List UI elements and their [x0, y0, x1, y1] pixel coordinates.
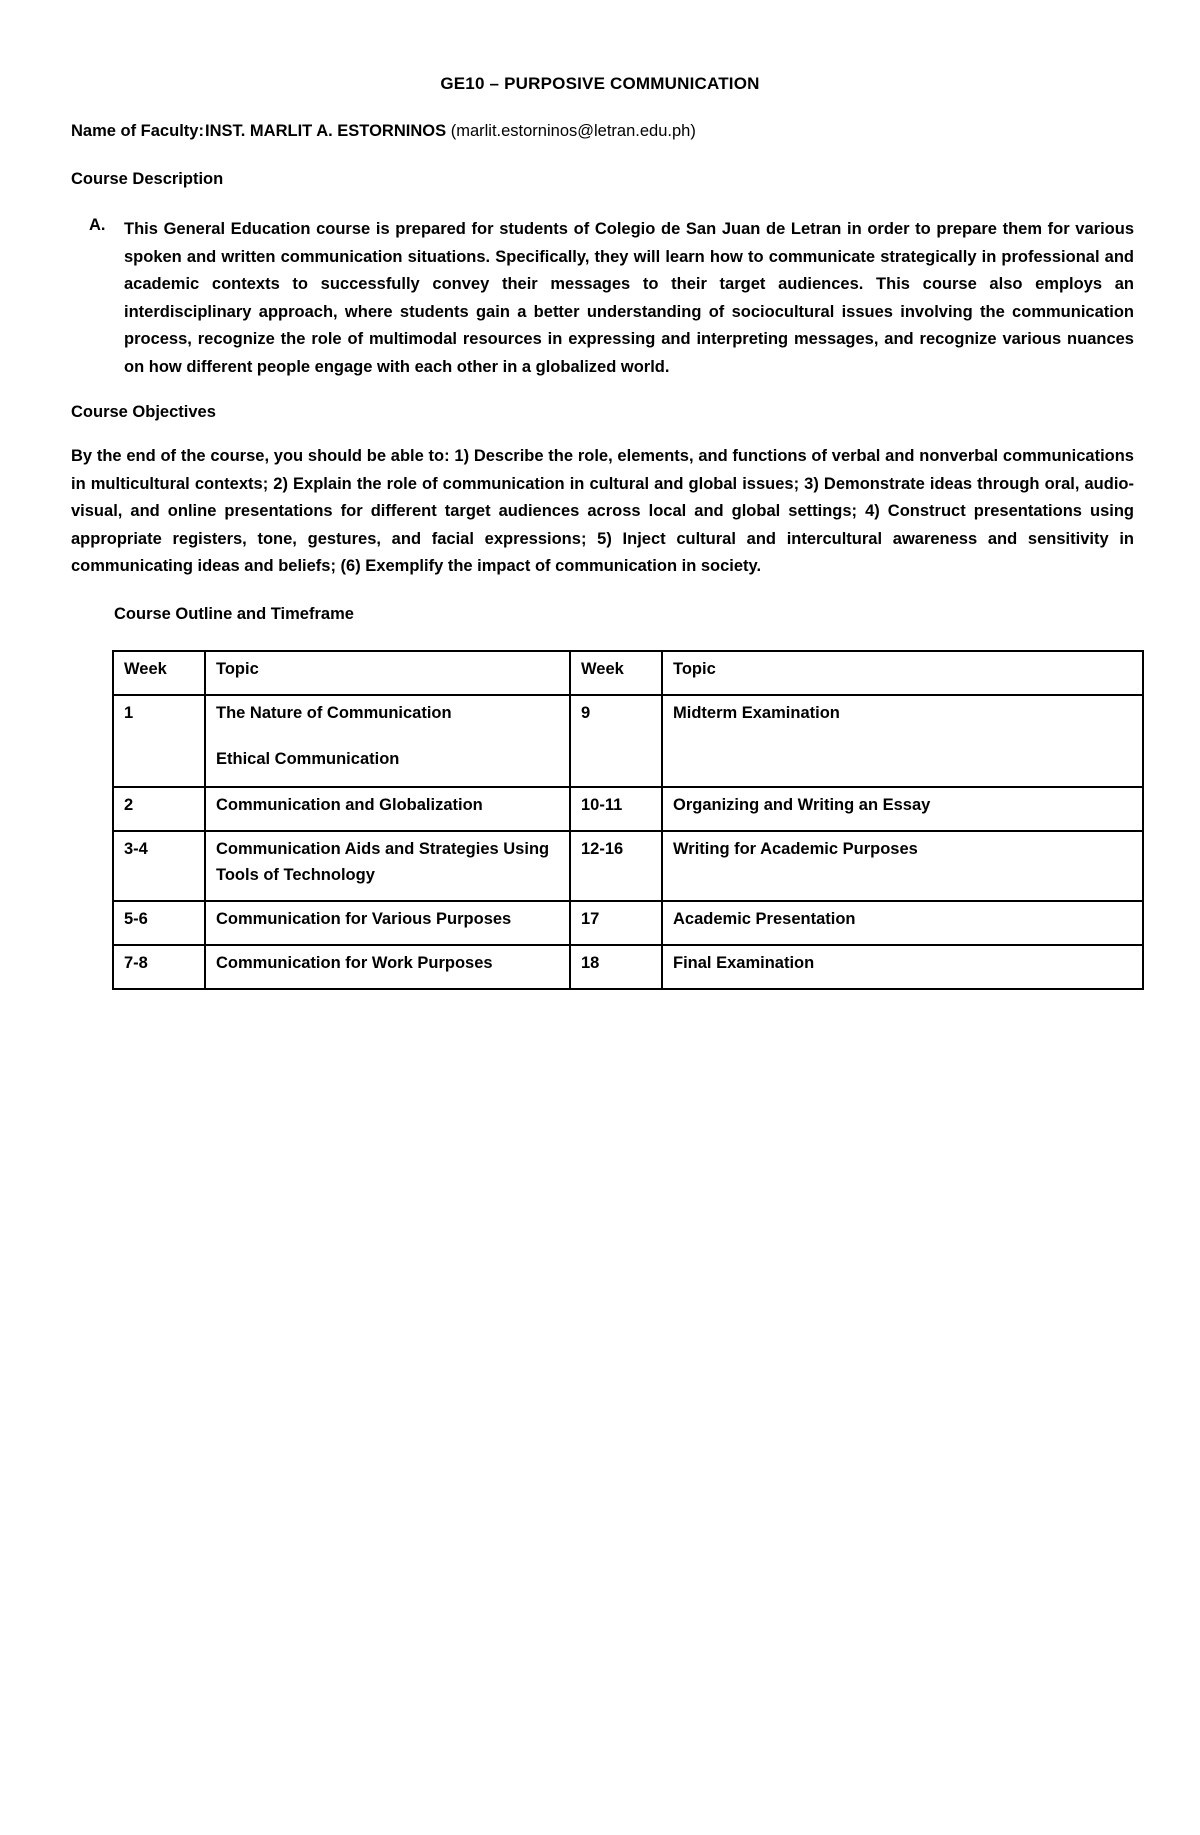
faculty-label: Name of Faculty: — [71, 122, 204, 140]
topic-cell: Communication Aids and Strategies Using Tools of Technology — [205, 831, 570, 901]
faculty-email: (marlit.estorninos@letran.edu.ph) — [450, 122, 696, 140]
course-objectives-text: By the end of the course, you should be able to: 1) Describe the role, elements, and functions of verbal and nonverbal communications in multicultural contexts; 2) Explain the role of communication in cultural and global issues; 3) Demonstrate ideas through oral, audio-visual, and online presentations for different target audiences across local and global settings; 4) Construct presentations using appropriate registers, tone, gestures, and facial expressions; 5) Inject cultural and intercultural awareness and sensitivity in communicating ideas and beliefs; (6) Exemplify the impact of communication in society. — [71, 447, 1134, 575]
week-cell: 12-16 — [570, 831, 662, 901]
course-description-text: This General Education course is prepared for students of Colegio de San Juan de Letran in order to prepare them for various spoken and written communication situations. Specifically, they will learn how to communicate strategically in professional and academic contexts to successfully convey their messages to their target audiences. This course also employs an interdisciplinary approach, where students gain a better understanding of sociocultural issues involving the communication process, recognize the role of multimodal resources in expressing and interpreting messages, and recognize various nuances on how different people engage with each other in a globalized world. — [124, 220, 1134, 376]
week-cell: 7-8 — [113, 945, 205, 989]
faculty-line — [71, 122, 696, 141]
table-row — [113, 901, 1143, 945]
week-cell: 18 — [570, 945, 662, 989]
week-cell: 10-11 — [570, 787, 662, 831]
table-row — [113, 831, 1143, 901]
header-week-left: Week — [113, 651, 205, 695]
topic-cell: Writing for Academic Purposes — [662, 831, 1143, 901]
topic-cell: Midterm Examination — [662, 695, 1143, 787]
table-row — [113, 945, 1143, 989]
topic-cell: Communication for Various Purposes — [205, 901, 570, 945]
topic-cell: Final Examination — [662, 945, 1143, 989]
table-header-row — [113, 651, 1143, 695]
table-row — [113, 695, 1143, 787]
week-cell: 17 — [570, 901, 662, 945]
week-cell: 3-4 — [113, 831, 205, 901]
course-outline-heading: Course Outline and Timeframe — [114, 605, 354, 623]
table-row — [113, 787, 1143, 831]
topic-cell — [205, 695, 570, 787]
topic-cell: Communication for Work Purposes — [205, 945, 570, 989]
course-objectives-heading: Course Objectives — [71, 403, 216, 421]
faculty-name: INST. MARLIT A. ESTORNINOS — [205, 122, 447, 140]
list-marker: A. — [89, 216, 106, 234]
course-outline-table — [112, 650, 1144, 990]
header-topic-left: Topic — [205, 651, 570, 695]
course-description-heading: Course Description — [71, 170, 224, 188]
header-week-right: Week — [570, 651, 662, 695]
header-topic-right: Topic — [662, 651, 1143, 695]
course-description-item — [89, 216, 1134, 381]
week-cell: 1 — [113, 695, 205, 787]
topic-cell: Organizing and Writing an Essay — [662, 787, 1143, 831]
topic-cell: Academic Presentation — [662, 901, 1143, 945]
topic-cell: Communication and Globalization — [205, 787, 570, 831]
week-cell: 2 — [113, 787, 205, 831]
document-title: GE10 – PURPOSIVE COMMUNICATION — [440, 74, 760, 93]
topic-line: Ethical Communication — [216, 750, 400, 768]
week-cell: 5-6 — [113, 901, 205, 945]
week-cell: 9 — [570, 695, 662, 787]
topic-line: The Nature of Communication — [216, 704, 452, 722]
